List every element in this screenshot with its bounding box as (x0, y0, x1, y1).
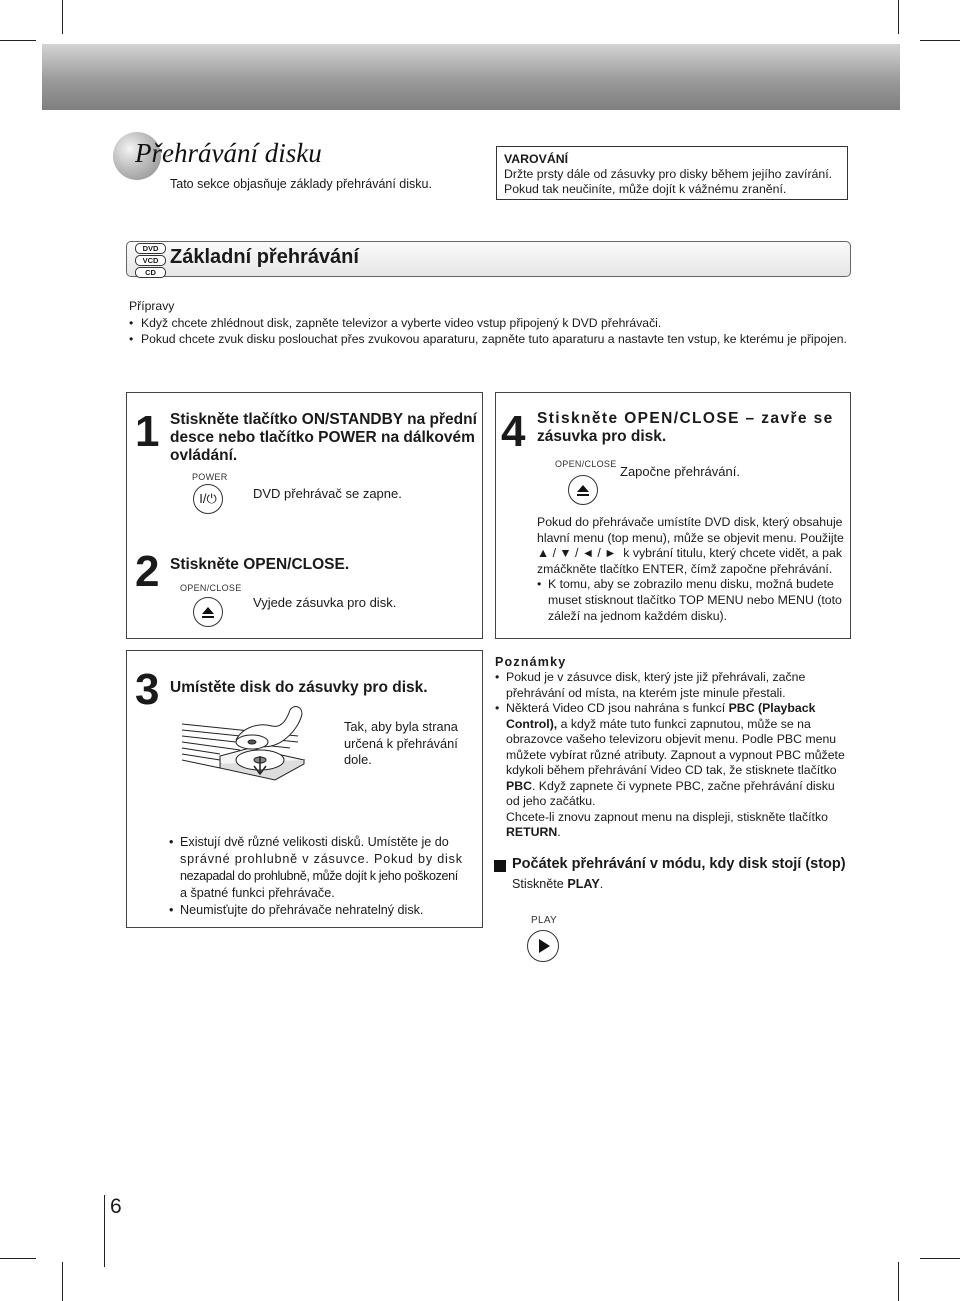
step-number: 4 (501, 407, 526, 456)
stop-start-text (512, 877, 603, 891)
step4-paragraph (537, 515, 847, 624)
step3-bullets (169, 834, 474, 919)
crop-mark (0, 1258, 36, 1259)
list-item: • Když chcete zhlédnout disk, zapněte televizor a vyberte video vstup připojený k DVD přehrávači. (129, 315, 662, 330)
list-item-text: Chcete-li znovu zapnout menu na displeji, stiskněte tlačítko (506, 809, 828, 824)
list-item: • Některá Video CD jsou nahrána s funkcí PBC (Playback Control), a když máte tuto funkci zapnutou, může se na obrazovce vašeho televizoru objevit menu. Podle PBC menu můžete vybírat různé atributy. Zapnout a vypnout PBC můžete kdykoli během přehrávání Video CD tak, že stisknete tlačítko PBC. Když zapnete či vypnete PBC, začne přehrávání disku od jeho začátku. Chcete-li znovu zapnout menu na displeji, stiskněte tlačítko RETURN. (495, 701, 853, 841)
list-item-text: můžete vybírat různé atributy. Zapnout a vypnout PBC můžete (506, 747, 845, 762)
list-item-text (506, 701, 853, 717)
step1-line: Stiskněte tlačítko ON/STANDBY na přední (170, 411, 477, 428)
notes-list (495, 670, 853, 841)
warning-line: Držte prsty dále od zásuvky pro disky během jejího zavírání. (504, 167, 833, 181)
step2-instruction: Stiskněte OPEN/CLOSE. (170, 556, 350, 573)
page-title: Přehrávání disku (135, 138, 322, 168)
step2-note: Vyjede zásuvka pro disk. (253, 595, 397, 610)
stop-start-heading: Počátek přehrávání v módu, kdy disk stojí (stop) (512, 856, 846, 872)
list-item: • K tomu, aby se zobrazilo menu disku, možná budete muset stisknout tlačítko TOP MENU nebo MENU (toto záleží na jednom každém disku). (537, 577, 847, 624)
open-close-button[interactable] (568, 475, 598, 505)
step3-instruction: Umístěte disk do zásuvky pro disk. (170, 679, 428, 696)
open-close-button[interactable] (193, 597, 223, 627)
play-button-label: PLAY (531, 915, 558, 926)
disc-tag-dvd: DVD (135, 243, 166, 254)
crop-mark (62, 0, 63, 34)
play-button[interactable] (527, 930, 559, 962)
caption-line: dole. (344, 752, 372, 767)
list-item-text: kdykoli během přehrávání Video CD tak, že stisknete tlačítko (506, 763, 837, 777)
step-number: 2 (135, 547, 160, 596)
list-item: • Existují dvě různé velikosti disků. Umístěte je do správné prohlubně v zásuvce. Pokud by disk nezapadal do prohlubně, může dojít k jeho poškození a špatné funkci přehrávače. (169, 834, 474, 902)
step4-note: Započne přehrávání. (620, 464, 740, 479)
step1-note: DVD přehrávač se zapne. (253, 486, 402, 501)
list-item-text: nezapadal do prohlubně, může dojít k jeho poškození (180, 869, 458, 883)
stop-start-bold-text: PLAY (567, 877, 600, 891)
page-number-rule (104, 1195, 105, 1267)
eject-icon (577, 485, 589, 497)
crop-mark (920, 1258, 960, 1259)
open-close-button-label: OPEN/CLOSE (180, 583, 242, 593)
step1-instruction (170, 411, 477, 465)
preparations-heading: Přípravy (129, 299, 175, 313)
paragraph-text: k vybrání titulu, který chcete vidět, a pak (623, 546, 842, 561)
power-icon: I/⏻ (199, 491, 217, 506)
open-close-button-label: OPEN/CLOSE (555, 459, 617, 469)
notes-text: . (557, 825, 561, 839)
list-item-text: obrazovce vašeho televizoru objevit menu. Podle PBC menu (506, 732, 837, 746)
page-subtitle: Tato sekce objasňuje základy přehrávání disku. (170, 177, 432, 191)
section-title: Základní přehrávání (170, 246, 359, 268)
notes-bold-text: Control), (506, 716, 558, 731)
list-item-text: Pokud je v zásuvce disk, který jste již přehrávali, začne (506, 670, 806, 684)
step-number: 1 (135, 407, 160, 456)
warning-line: Pokud tak neučiníte, může dojít k vážnému zranění. (504, 182, 787, 196)
stop-start-text-part: Stiskněte (512, 877, 568, 891)
page-number: 6 (110, 1195, 122, 1218)
notes-text: . Když zapnete či vypnete PBC, začne přehrávání disku (531, 778, 835, 793)
crop-mark (898, 0, 899, 34)
crop-mark (898, 1262, 899, 1301)
list-item-text (506, 717, 853, 733)
disc-tag-vcd: VCD (135, 255, 166, 266)
list-item-text: K tomu, aby se zobrazilo menu disku, možná budete (548, 577, 834, 592)
notes-title: Poznámky (495, 655, 567, 669)
caption-line: Tak, aby byla strana (344, 719, 458, 734)
step3-caption (344, 719, 458, 769)
list-item-text: Neumisťujte do přehrávače nehratelný disk. (180, 903, 424, 917)
list-item-text: přehrávání od místa, na kterém jste minule přestali. (506, 685, 786, 700)
crop-mark (62, 1262, 63, 1301)
list-item-text: od jeho začátku. (506, 794, 596, 808)
step1-line: ovládání. (170, 447, 238, 464)
list-item-text: záleží na jednom každém disku). (548, 608, 728, 623)
disc-tray-illustration (180, 700, 310, 790)
power-button-label: POWER (192, 472, 228, 482)
list-item-text (506, 779, 853, 795)
arrow-keys-icon: ▲ / ▼ / ◄ / ► (537, 546, 617, 561)
disc-type-tags (135, 243, 166, 279)
paragraph-line: Pokud do přehrávače umístíte DVD disk, který obsahuje (537, 515, 843, 529)
list-item: • Neumisťujte do přehrávače nehratelný disk. (169, 902, 474, 919)
notes-bold-text: PBC (Playback (728, 701, 816, 715)
notes-bold-text: RETURN (506, 825, 558, 839)
notes-text: Některá Video CD jsou nahrána s funkcí (506, 701, 729, 715)
crop-mark (0, 40, 36, 41)
power-button[interactable] (193, 484, 223, 514)
disc-tag-cd: CD (135, 267, 166, 278)
eject-icon (202, 607, 214, 619)
crop-mark (920, 40, 960, 41)
list-item-text (506, 825, 853, 841)
stop-start-text-part: . (599, 877, 604, 891)
warning-box (496, 146, 848, 200)
notes-bold-text: PBC (506, 778, 532, 793)
step1-line: desce nebo tlačítko POWER na dálkovém (170, 429, 475, 446)
paragraph-line: zmáčkněte tlačítko ENTER, čímž započne přehrávání. (537, 561, 833, 576)
list-item-text: a špatné funkci přehrávače. (180, 886, 335, 900)
list-item-text: Existují dvě různé velikosti disků. Umístěte je do (180, 835, 449, 849)
list-item-text: muset stisknout tlačítko TOP MENU nebo MENU (toto (548, 592, 842, 607)
list-item: • Pokud chcete zvuk disku poslouchat přes zvukovou aparaturu, zapněte tuto aparaturu a nastavte ten vstup, ke kterému je připojen. (129, 332, 847, 346)
list-item: • Pokud je v zásuvce disk, který jste již přehrávali, začne přehrávání od místa, na kterém jste minule přestali. (495, 670, 853, 701)
play-icon (527, 930, 559, 962)
list-item-text: správné prohlubně v zásuvce. Pokud by disk (180, 852, 463, 866)
list-item-text: Když chcete zhlédnout disk, zapněte televizor a vyberte video vstup připojený k DVD přehrávači. (141, 315, 662, 330)
paragraph-line (537, 546, 847, 562)
paragraph-line: hlavní menu (top menu), může se objevit menu. Použijte (537, 530, 844, 545)
header-band (42, 44, 900, 110)
step-number: 3 (135, 665, 160, 714)
caption-line: určená k přehrávání (344, 735, 458, 751)
preparations (129, 298, 859, 348)
step4-instruction (537, 410, 834, 446)
square-bullet-icon (494, 860, 506, 872)
warning-title: VAROVÁNÍ (504, 152, 568, 166)
step4-line: Stiskněte OPEN/CLOSE – zavře se (537, 410, 834, 427)
list-item-text: Pokud chcete zvuk disku poslouchat přes zvukovou aparaturu, zapněte tuto aparaturu a nastavte ten vstup, ke kterému je připojen. (141, 332, 847, 346)
notes-text: a když máte tuto funkci zapnutou, může se na (557, 716, 811, 731)
step4-line: zásuvka pro disk. (537, 428, 667, 445)
